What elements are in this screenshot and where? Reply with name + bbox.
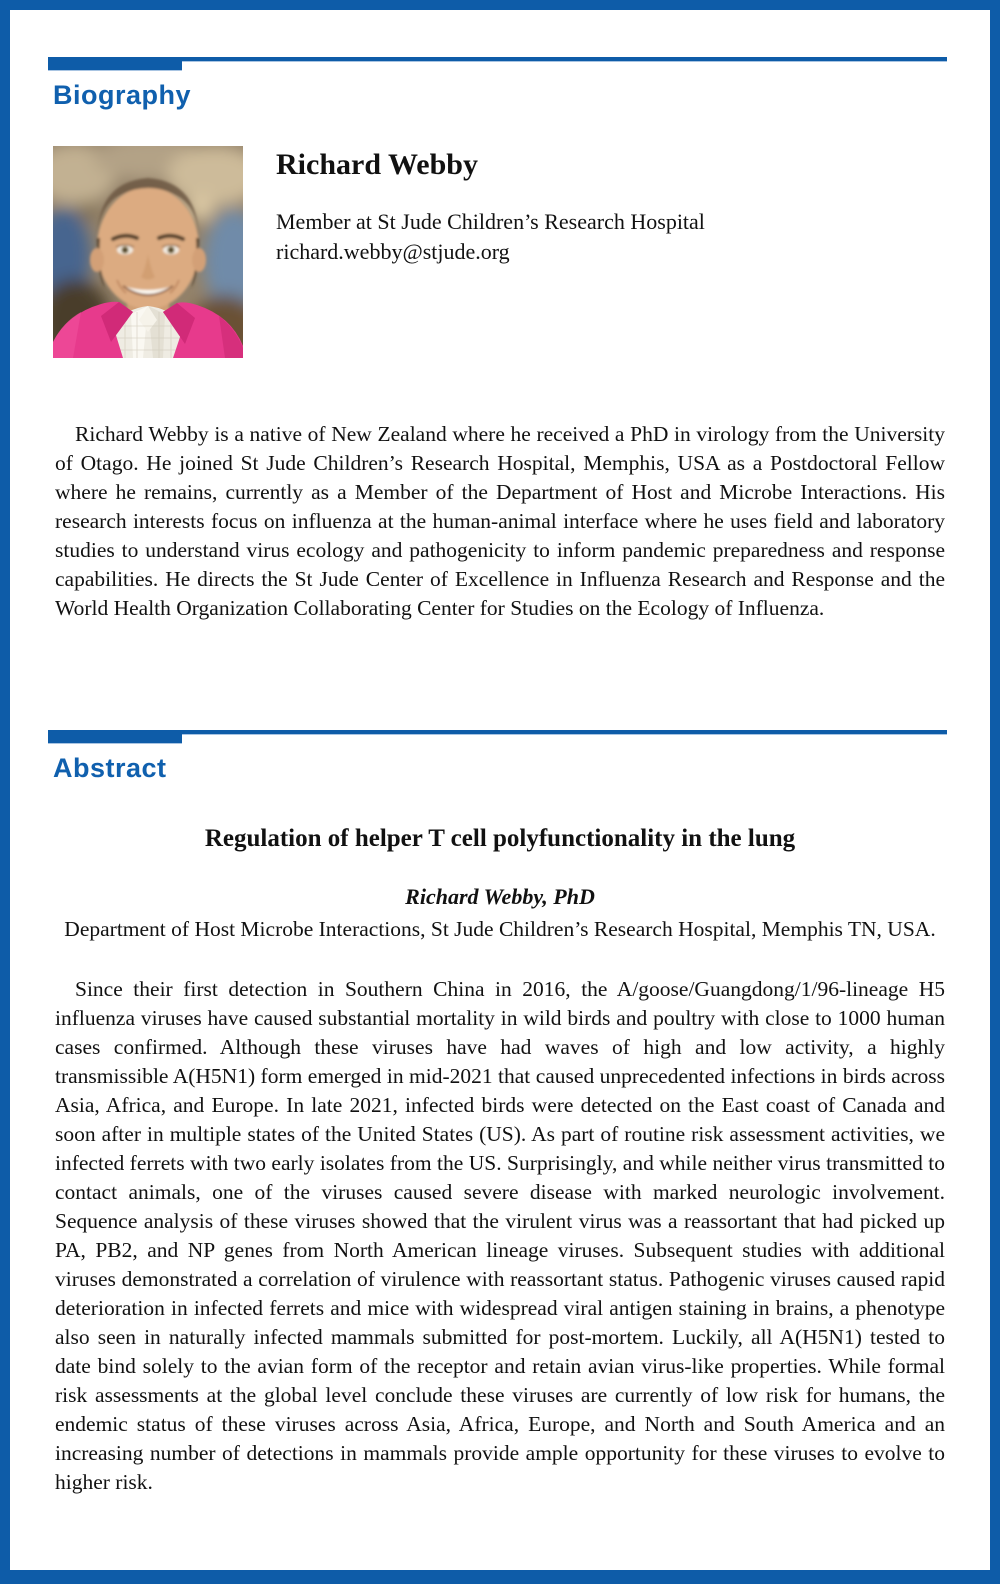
abstract-heading: Abstract	[53, 753, 167, 783]
abstract-section-rule	[48, 730, 947, 743]
person-name: Richard Webby	[276, 148, 478, 181]
portrait-photo	[53, 146, 243, 358]
abstract-affiliation: Department of Host Microbe Interactions, St Jude Children’s Research Hospital, Memphis TN, USA.	[64, 917, 936, 941]
biography-text: Richard Webby is a native of New Zealand where he received a PhD in virology from the University of Otago. He joined St Jude Children’s Research Hospital, Memphis, USA as a Postdoctoral Fellow where he remains, currently as a Member of the Department of Host and Microbe Interactions. His research interests focus on influenza at the human-animal interface where he uses field and laboratory studies to understand virus ecology and pathogenicity to inform pandemic preparedness and response capabilities. He directs the St Jude Center of Excellence in Influenza Research and Response and the World Health Organization Collaborating Center for Studies on the Ecology of Influenza.	[55, 422, 945, 620]
biography-section-rule	[48, 57, 947, 70]
abstract-author: Richard Webby, PhD	[405, 884, 595, 909]
profile-row	[53, 146, 947, 358]
person-affiliation: Member at St Jude Children’s Research Hospital	[276, 209, 705, 234]
rule-thin-line	[48, 730, 947, 734]
biography-heading: Biography	[53, 80, 192, 110]
portrait-photo-illustration	[53, 146, 243, 358]
person-email: richard.webby@stjude.org	[276, 239, 510, 264]
abstract-title: Regulation of helper T cell polyfunctionality in the lung	[204, 825, 796, 852]
abstract-text: Since their first detection in Southern China in 2016, the A/goose/Guangdong/1/96-lineage H5 influenza viruses have caused substantial mortality in wild birds and poultry with close to 1000 human cases confirmed. Although these viruses have had waves of high and low activity, a highly transmissible A(H5N1) form emerged in mid-2021 that caused unprecedented infections in birds across Asia, Africa, and Europe. In late 2021, infected birds were detected on the East coast of Canada and soon after in multiple states of the United States (US). As part of routine risk assessment activities, we infected ferrets with two early isolates from the US. Surprisingly, and while neither virus transmitted to contact animals, one of the viruses caused severe disease with marked neurologic involvement. Sequence analysis of these viruses showed that the virulent virus was a reassortant that had picked up PA, PB2, and NP genes from North American lineage viruses. Subsequent studies with additional viruses demonstrated a correlation of virulence with reassortant status. Pathogenic viruses caused rapid deterioration in infected ferrets and mice with widespread viral antigen staining in brains, a phenotype also seen in naturally infected mammals submitted for post-mortem. Luckily, all A(H5N1) tested to date bind solely to the avian form of the receptor and retain avian virus-like properties. While formal risk assessments at the global level conclude these viruses are currently of low risk for humans, the endemic status of these viruses across Asia, Africa, Europe, and North and South America and an increasing number of detections in mammals provide ample opportunity for these viruses to evolve to higher risk.	[55, 977, 945, 1494]
rule-thick-segment	[48, 730, 182, 743]
rule-thin-line	[48, 57, 947, 61]
profile-info	[276, 146, 705, 267]
rule-thick-segment	[48, 57, 182, 70]
